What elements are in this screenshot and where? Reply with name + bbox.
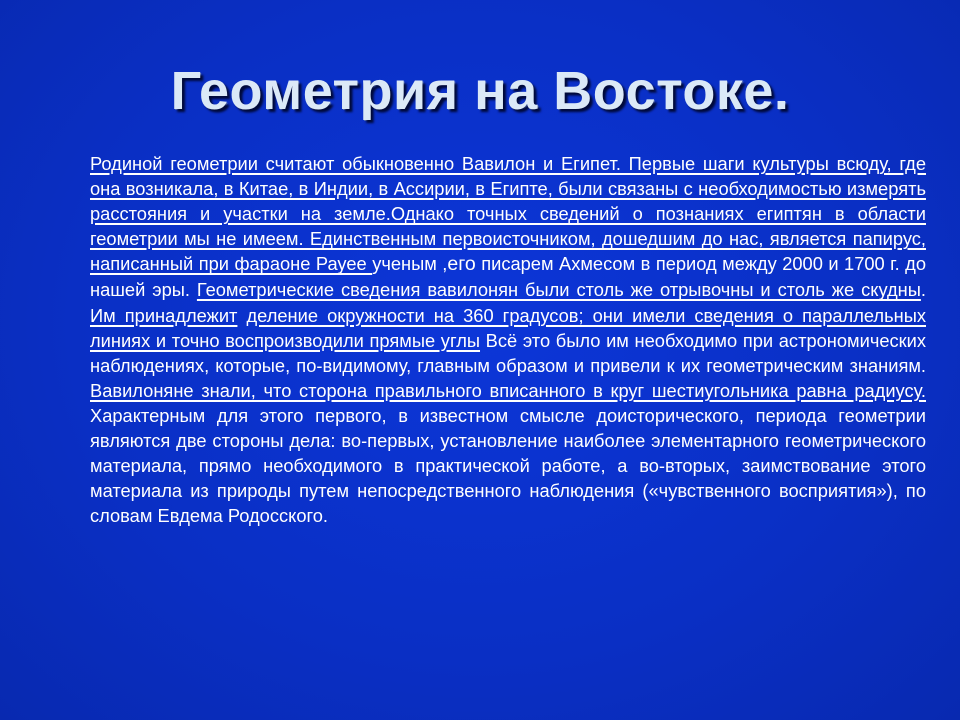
text-characteristic: Характерным для этого первого, в известном смысле доисторического, периода геометрии являются две стороны дела: во-первых, установление наиболее элементарного геометрического материала, прямо необходимого в практической работе, а во-вторых, заимствование этого материала из природы путем непосредственного наблюдения («чувственного восприятия»), по словам Евдема Родосского. [90, 404, 926, 527]
slide-title: Геометрия на Востоке. [170, 61, 790, 121]
text-belongs-underlined: Им принадлежит [90, 304, 238, 326]
text-degrees-underlined: деление окружности на 360 градусов; они имели сведения о параллельных линиях и точно воспроизводили прямые углы [90, 304, 926, 351]
text-scribe: ученым , [372, 253, 448, 275]
text-ahmes: писарем Ахмесом в период между 2000 и 1700 г. до нашей эры. [90, 253, 926, 301]
text-astronomy: Всё это было им необходимо при астрономических наблюдениях, которые, по-видимому, главным образом и привели к их геометрическим знаниям. [90, 329, 926, 376]
text-his: его [447, 253, 476, 276]
text-egypt-underlined: Родиной геометрии считают обыкновенно Вавилон и Египет. Первые шаги культуры всюду, где она возникала, в Китае, в Индии, в Ассирии, в Египте, были связаны с необходимостью измерять расстояния и участки на земле.Однако точных сведений о познаниях египтян в области геометрии мы не имеем. Единственным первоисточником, дошедшим до нас, является папирус, написанный при фараоне Рауее [90, 153, 926, 275]
text-hexagon-underlined: Вавилоняне знали, что сторона правильного вписанного в круг шестиугольника равна радиусу. [90, 379, 926, 401]
body-paragraph [90, 151, 926, 528]
text-separator: . [920, 279, 926, 301]
text-babylon-info-underlined: Геометрические сведения вавилонян были столь же отрывочны и столь же скудны [196, 279, 921, 301]
